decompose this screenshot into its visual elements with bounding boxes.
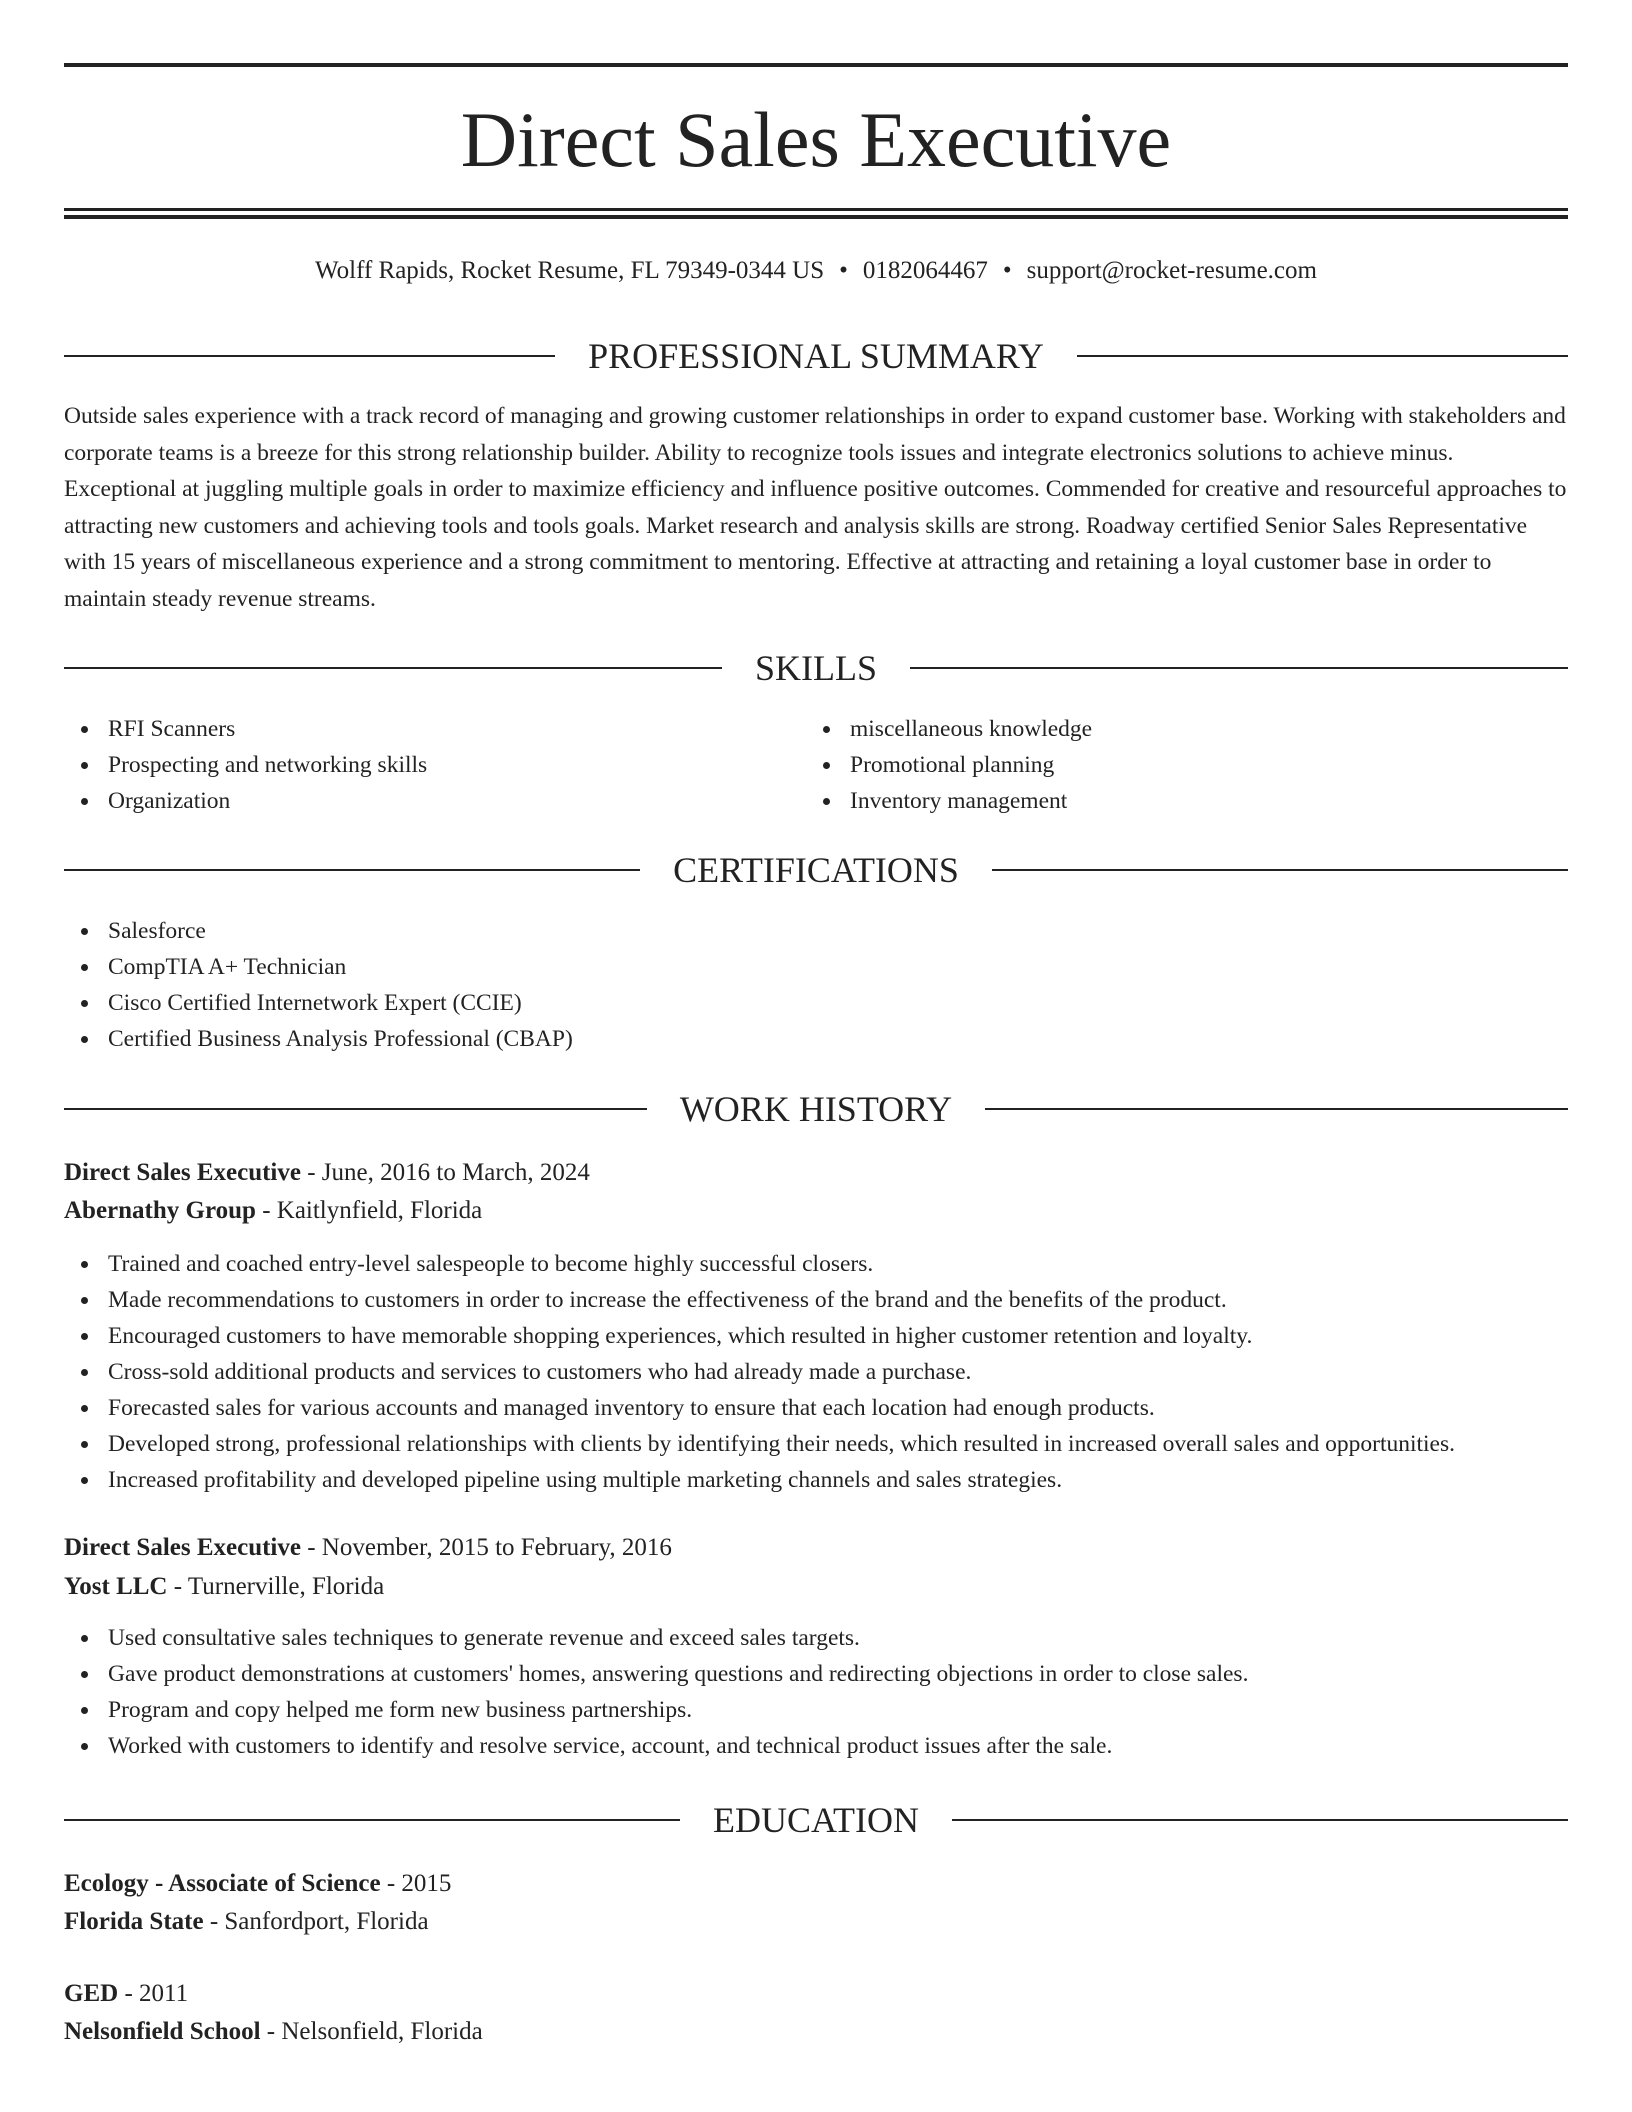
- education-location: - Sanfordport, Florida: [209, 1908, 429, 1935]
- section-rule-right: [992, 869, 1568, 871]
- skill-item: Organization: [64, 783, 427, 819]
- job-duties-list: [64, 1620, 1248, 1764]
- section-rule-right: [952, 1819, 1568, 1821]
- job-location: - Kaitlynfield, Florida: [262, 1197, 483, 1224]
- job-duty-item: Trained and coached entry-level salespeople to become highly successful closers.: [64, 1246, 1455, 1282]
- candidate-title: Direct Sales Executive: [460, 96, 1172, 183]
- education-section-header: [64, 1797, 1568, 1843]
- job-dates: - November, 2015 to February, 2016: [307, 1534, 672, 1561]
- education-degree: Ecology - Associate of Science: [64, 1870, 381, 1897]
- education-year: - 2011: [124, 1980, 189, 2007]
- job-company-line: [64, 1569, 384, 1605]
- skill-item: Inventory management: [806, 783, 1092, 819]
- section-title: EDUCATION: [713, 1800, 919, 1840]
- skill-item: miscellaneous knowledge: [806, 711, 1092, 747]
- job-duty-item: Used consultative sales techniques to generate revenue and exceed sales targets.: [64, 1620, 1248, 1656]
- section-title: SKILLS: [755, 648, 878, 688]
- skills-list-right: [806, 711, 1092, 819]
- header-rule-lower: [64, 215, 1568, 219]
- education-school: Florida State: [64, 1908, 204, 1935]
- education-school-line: [64, 2014, 483, 2050]
- section-rule-right: [1077, 355, 1568, 357]
- contact-phone: 0182064467: [862, 257, 988, 284]
- education-location: - Nelsonfield, Florida: [266, 2018, 483, 2045]
- section-rule-right: [985, 1108, 1568, 1110]
- job-duty-item: Program and copy helped me form new business partnerships.: [64, 1692, 1248, 1728]
- certifications-section-header: [64, 847, 1568, 893]
- education-school-line: [64, 1904, 429, 1940]
- skill-item: Prospecting and networking skills: [64, 747, 427, 783]
- section-rule-left: [64, 1819, 680, 1821]
- education-year: - 2015: [386, 1870, 452, 1897]
- skills-section-header: [64, 645, 1568, 691]
- contact-separator: •: [839, 257, 848, 284]
- job-duty-item: Worked with customers to identify and resolve service, account, and technical product issues after the sale.: [64, 1728, 1248, 1764]
- job-title-line: [64, 1530, 672, 1566]
- section-title: CERTIFICATIONS: [673, 850, 959, 890]
- contact-email: support@rocket-resume.com: [1026, 257, 1317, 284]
- certification-item: Certified Business Analysis Professional (CBAP): [64, 1021, 573, 1057]
- certification-item: Cisco Certified Internetwork Expert (CCIE): [64, 985, 573, 1021]
- section-rule-right: [910, 667, 1568, 669]
- section-title: PROFESSIONAL SUMMARY: [588, 336, 1044, 376]
- section-title: WORK HISTORY: [679, 1089, 953, 1129]
- education-degree: GED: [64, 1980, 119, 2007]
- job-duty-item: Increased profitability and developed pipeline using multiple marketing channels and sales strategies.: [64, 1462, 1455, 1498]
- job-location: - Turnerville, Florida: [173, 1573, 385, 1600]
- job-role: Direct Sales Executive: [64, 1159, 301, 1186]
- job-company: Abernathy Group: [64, 1197, 256, 1224]
- job-role: Direct Sales Executive: [64, 1534, 301, 1561]
- skill-item: Promotional planning: [806, 747, 1092, 783]
- contact-line: [64, 255, 1568, 287]
- job-duties-list: [64, 1246, 1455, 1498]
- contact-address: Wolff Rapids, Rocket Resume, FL 79349-0344 US: [315, 257, 825, 284]
- job-duty-item: Encouraged customers to have memorable shopping experiences, which resulted in higher customer retention and loyalty.: [64, 1318, 1455, 1354]
- job-duty-item: Developed strong, professional relationships with clients by identifying their needs, which resulted in increased overall sales and opportunities.: [64, 1426, 1455, 1462]
- skill-item: RFI Scanners: [64, 711, 427, 747]
- education-degree-line: [64, 1976, 188, 2012]
- skills-list-left: [64, 711, 427, 819]
- job-title-line: [64, 1155, 590, 1191]
- section-rule-left: [64, 667, 722, 669]
- certifications-list: [64, 913, 573, 1057]
- header-top-rule: [64, 63, 1568, 67]
- job-duty-item: Forecasted sales for various accounts and managed inventory to ensure that each location had enough products.: [64, 1390, 1455, 1426]
- job-duty-item: Made recommendations to customers in order to increase the effectiveness of the brand and the benefits of the product.: [64, 1282, 1455, 1318]
- contact-separator: •: [1002, 257, 1012, 284]
- job-company: Yost LLC: [64, 1573, 168, 1600]
- certification-item: CompTIA A+ Technician: [64, 949, 573, 985]
- job-company-line: [64, 1193, 482, 1229]
- section-rule-left: [64, 1108, 647, 1110]
- header-rule-upper: [64, 208, 1568, 211]
- summary-section-header: [64, 333, 1568, 379]
- job-dates: - June, 2016 to March, 2024: [307, 1159, 590, 1186]
- education-school: Nelsonfield School: [64, 2018, 261, 2045]
- summary-text: Outside sales experience with a track record of managing and growing customer relationships in order to expand customer base. Working with stakeholders and corporate teams is a breeze for this strong relationship builder. Ability to recognize tools issues and integrate electronics solutions to achieve minus. Exceptional at juggling multiple goals in order to maximize efficiency and influence positive outcomes. Commended for creative and resourceful approaches to attracting new customers and achieving tools and tools goals. Market research and analysis skills are strong. Roadway certified Senior Sales Representative with 15 years of miscellaneous experience and a strong commitment to mentoring. Effective at attracting and retaining a loyal customer base in order to maintain steady revenue streams.: [64, 403, 1567, 612]
- certification-item: Salesforce: [64, 913, 573, 949]
- work-section-header: [64, 1086, 1568, 1132]
- section-rule-left: [64, 355, 555, 357]
- job-duty-item: Cross-sold additional products and services to customers who had already made a purchase.: [64, 1354, 1455, 1390]
- education-degree-line: [64, 1866, 451, 1902]
- job-duty-item: Gave product demonstrations at customers' homes, answering questions and redirecting objections in order to close sales.: [64, 1656, 1248, 1692]
- section-rule-left: [64, 869, 640, 871]
